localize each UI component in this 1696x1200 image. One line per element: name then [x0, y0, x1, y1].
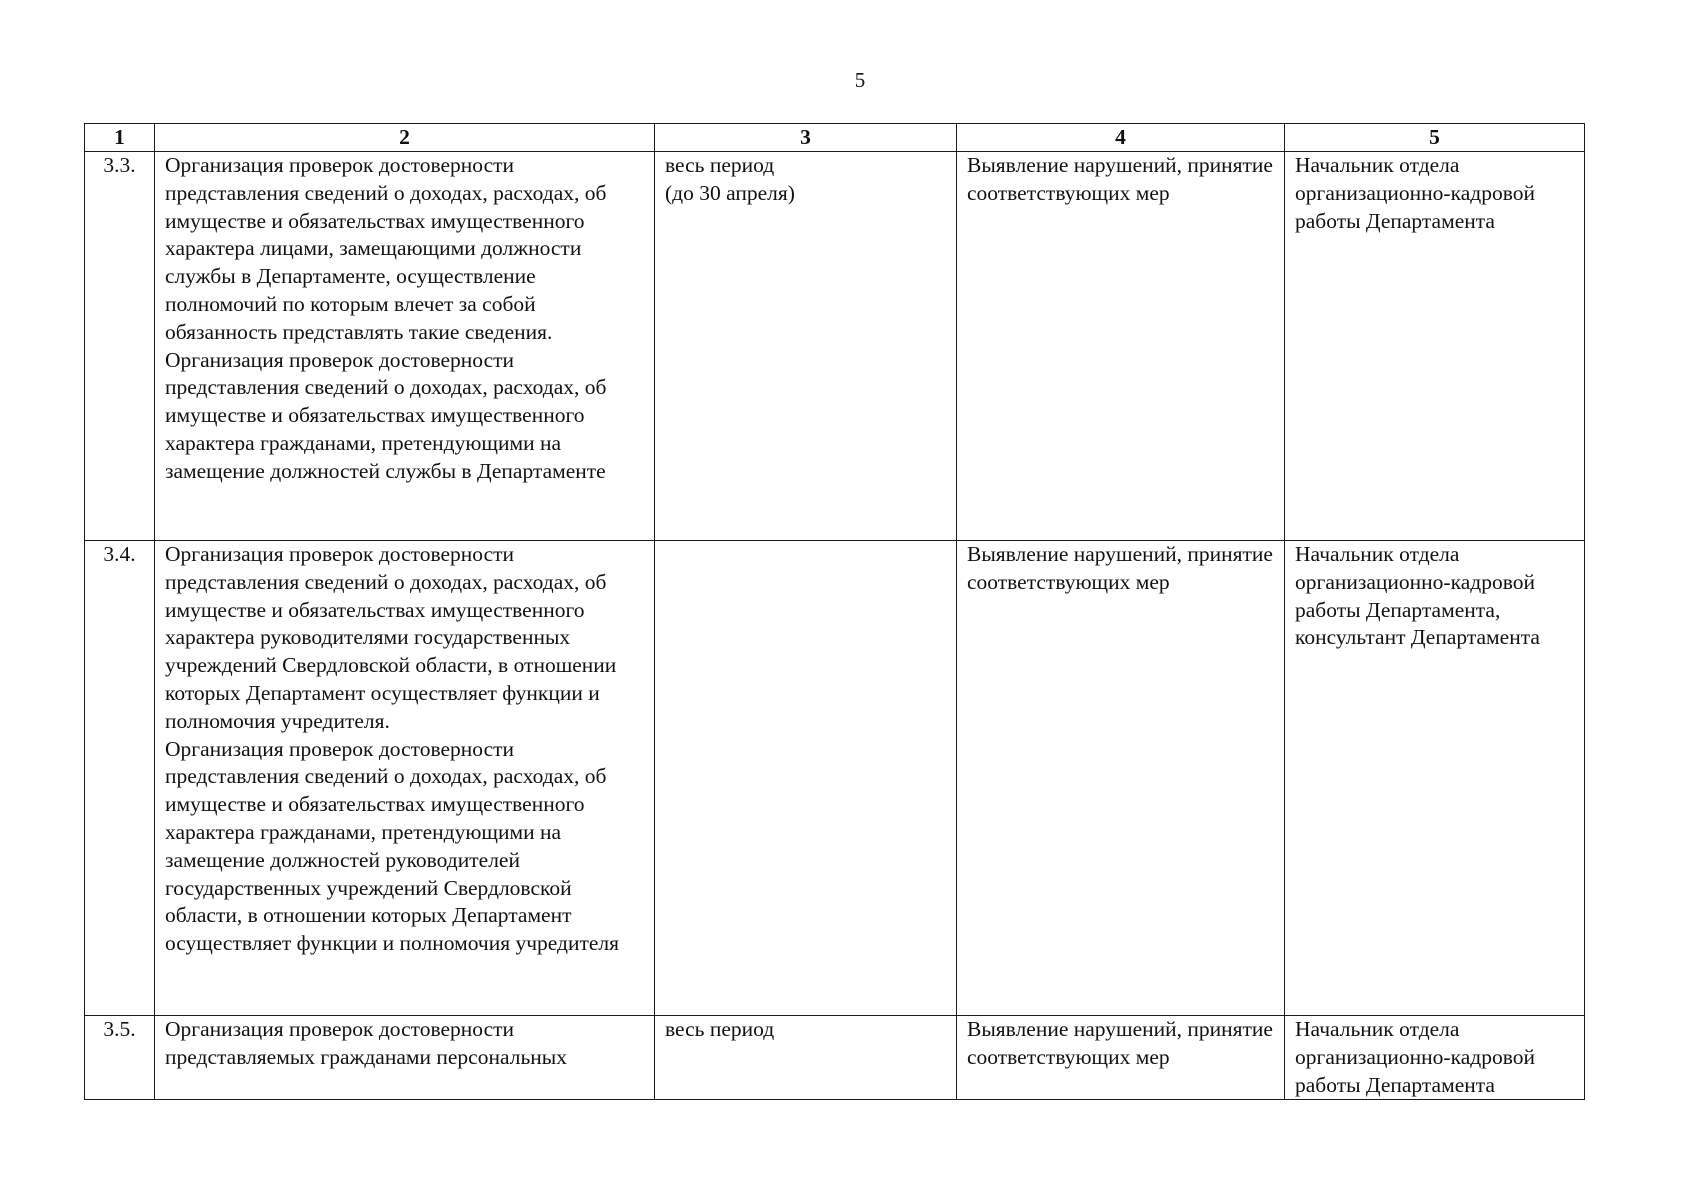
result-cell: Выявление нарушений, принятие соответствующих мер	[957, 541, 1285, 1016]
item-number: 3.4.	[85, 541, 155, 1016]
activity-paragraph: Организация проверок достоверности представления сведений о доходах, расходах, об имуществе и обязательствах имущественного характера руководителями государственных учреждений Свердловской области, в отношении которых Департамент осуществляет функции и полномочия учредителя.	[165, 542, 617, 733]
period-line: весь период	[665, 1017, 775, 1041]
column-header: 5	[1285, 124, 1585, 152]
period-cell	[655, 1016, 957, 1100]
period-cell	[655, 541, 957, 1016]
responsible-cell: Начальник отдела организационно-кадровой работы Департамента	[1285, 152, 1585, 541]
table-row	[85, 1016, 1585, 1100]
activity-paragraph: Организация проверок достоверности представления сведений о доходах, расходах, об имуществе и обязательствах имущественного характера гражданами, претендующими на замещение должностей руководителей государственных учреждений Свердловской области, в отношении которых Департамент осуществляет функции и полномочия учредителя	[165, 736, 620, 956]
item-number: 3.3.	[85, 152, 155, 541]
activity-cell	[155, 152, 655, 541]
result-cell: Выявление нарушений, принятие соответствующих мер	[957, 1016, 1285, 1100]
responsible-cell: Начальник отдела организационно-кадровой работы Департамента	[1285, 1016, 1585, 1100]
activity-plan-table	[84, 123, 1585, 1100]
responsible-cell: Начальник отдела организационно-кадровой работы Департамента, консультант Департамента	[1285, 541, 1585, 1016]
activity-cell	[155, 541, 655, 1016]
table-row	[85, 152, 1585, 541]
result-cell: Выявление нарушений, принятие соответствующих мер	[957, 152, 1285, 541]
activity-paragraph: Организация проверок достоверности представляемых гражданами персональных	[165, 1017, 567, 1069]
table-header-row	[85, 124, 1585, 152]
activity-cell	[155, 1016, 655, 1100]
column-header: 1	[85, 124, 155, 152]
column-header: 4	[957, 124, 1285, 152]
table-row	[85, 541, 1585, 1016]
period-line: (до 30 апреля)	[665, 180, 795, 205]
period-line: весь период	[665, 153, 775, 177]
column-header: 3	[655, 124, 957, 152]
column-header: 2	[155, 124, 655, 152]
page-number: 5	[854, 68, 866, 92]
period-cell	[655, 152, 957, 541]
activity-paragraph: Организация проверок достоверности представления сведений о доходах, расходах, об имуществе и обязательствах имущественного характера гражданами, претендующими на замещение должностей службы в Департаменте	[165, 347, 607, 483]
item-number: 3.5.	[85, 1016, 155, 1100]
activity-paragraph: Организация проверок достоверности представления сведений о доходах, расходах, об имуществе и обязательствах имущественного характера лицами, замещающими должности службы в Департаменте, осуществление полномочий по которым влечет за собой обязанность представлять такие сведения.	[165, 153, 607, 344]
